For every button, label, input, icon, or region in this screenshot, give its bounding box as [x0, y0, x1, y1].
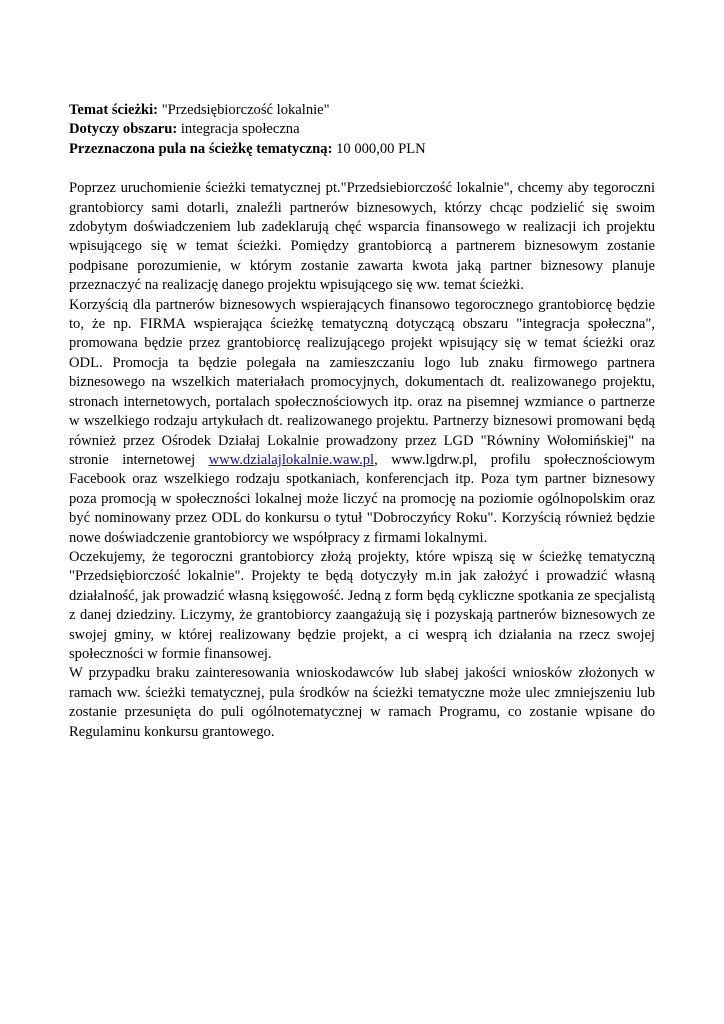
- topic-value: "Przedsiębiorczość lokalnie": [161, 102, 330, 118]
- area-value: integracja społeczna: [180, 121, 300, 138]
- pool-line: [69, 140, 655, 159]
- pool-label: Przeznaczona pula na ścieżkę tematyczną:: [69, 140, 333, 157]
- paragraph-benefits: [69, 296, 655, 548]
- topic-label: Temat ścieżki:: [69, 102, 159, 118]
- pool-value: 10 000,00 PLN: [336, 140, 426, 157]
- paragraph-expectations: Oczekujemy, że tegoroczni grantobiorcy złożą projekty, które wpiszą się w ścieżkę tematyczną "Przedsiębiorczość lokalnie". Projekty te będą dotyczyły m.in jak założyć i prowadzić własną działalność, jak prowadzić własną księgowość. Jedną z form będą cykliczne spotkania ze specjalistą z danej dziedziny. Liczymy, że grantobiorcy zaangażują się i pozyskają partnerów biznesowych ze swojej gminy, w której realizowany będzie projekt, a ci wesprą ich działania na rzecz swojej społeczności w formie finansowej.: [69, 548, 655, 662]
- paragraph-intro: Poprzez uruchomienie ścieżki tematycznej pt."Przedsiebiorczość lokalnie", chcemy aby tegoroczni grantobiorcy sami dotarli, znaleźli partnerów biznesowych, którzy chcąc podzielić się swoim zdobytym doświadczeniem lub zadeklarują chęć wsparcia finansowego w realizacji ich projektu wpisującego się w temat ścieżki. Pomiędzy grantobiorcą a partnerem biznesowym zostanie podpisane porozumienie, w którym zostanie zawarta kwota jaką partner biznesowy planuje przeznaczyć na realizację danego projektu wpisującego się ww. temat ścieżki.: [69, 180, 655, 294]
- website-link[interactable]: www.dzialajlokalnie.waw.pl: [208, 451, 375, 468]
- area-label: Dotyczy obszaru:: [69, 121, 178, 138]
- paragraph-fallback: W przypadku braku zainteresowania wnioskodawców lub słabej jakości wniosków złożonych w ramach ww. ścieżki tematycznej, pula środków na ścieżki tematyczne może ulec zmniejszeniu lub zostanie przesunięta do puli ogólnotematycznej w ramach Programu, co zostanie wpisane do Regulaminu konkursu grantowego.: [69, 665, 655, 740]
- spacer: [69, 159, 655, 179]
- document-page: [69, 101, 655, 742]
- benefits-text-after-link: , www.lgdrw.pl, profilu społecznościowym Facebook oraz wszelkiego rodzaju spotkaniach, konferencjach itp. Poza tym partner biznesowy poza promocją w społeczności lokalnej może liczyć na promocję na poziomie ogólnopolskim oraz być nominowany przez ODL do konkursu o tytuł "Dobroczyńcy Roku". Korzyścią również będzie nowe doświadczenie grantobiorcy we współpracy z firmami lokalnymi.: [69, 451, 655, 546]
- area-line: [69, 120, 655, 139]
- benefits-text-before-link: Korzyścią dla partnerów biznesowych wspierających finansowo tegorocznego grantobiorcę będzie to, że np. FIRMA wspierająca ścieżkę tematyczną dotyczącą obszaru "integracja społeczna", promowana będzie przez grantobiorcę realizującego projekt wpisujący się w temat ścieżki oraz ODL. Promocja ta będzie polegała na zamieszczaniu logo lub znaku firmowego partnera biznesowego na wszelkich materiałach promocyjnych, dokumentach dt. realizowanego projektu, stronach internetowych, portalach społecznościowych itp. oraz na pisemnej wzmiance o partnerze w wszelkiego rodzaju artykułach dt. realizowanego projektu. Partnerzy biznesowi promowani będą również przez Ośrodek Działaj Lokalnie prowadzony przez LGD "Równiny Wołomińskiej" na stronie internetowej: [69, 296, 655, 468]
- topic-line: [69, 101, 655, 120]
